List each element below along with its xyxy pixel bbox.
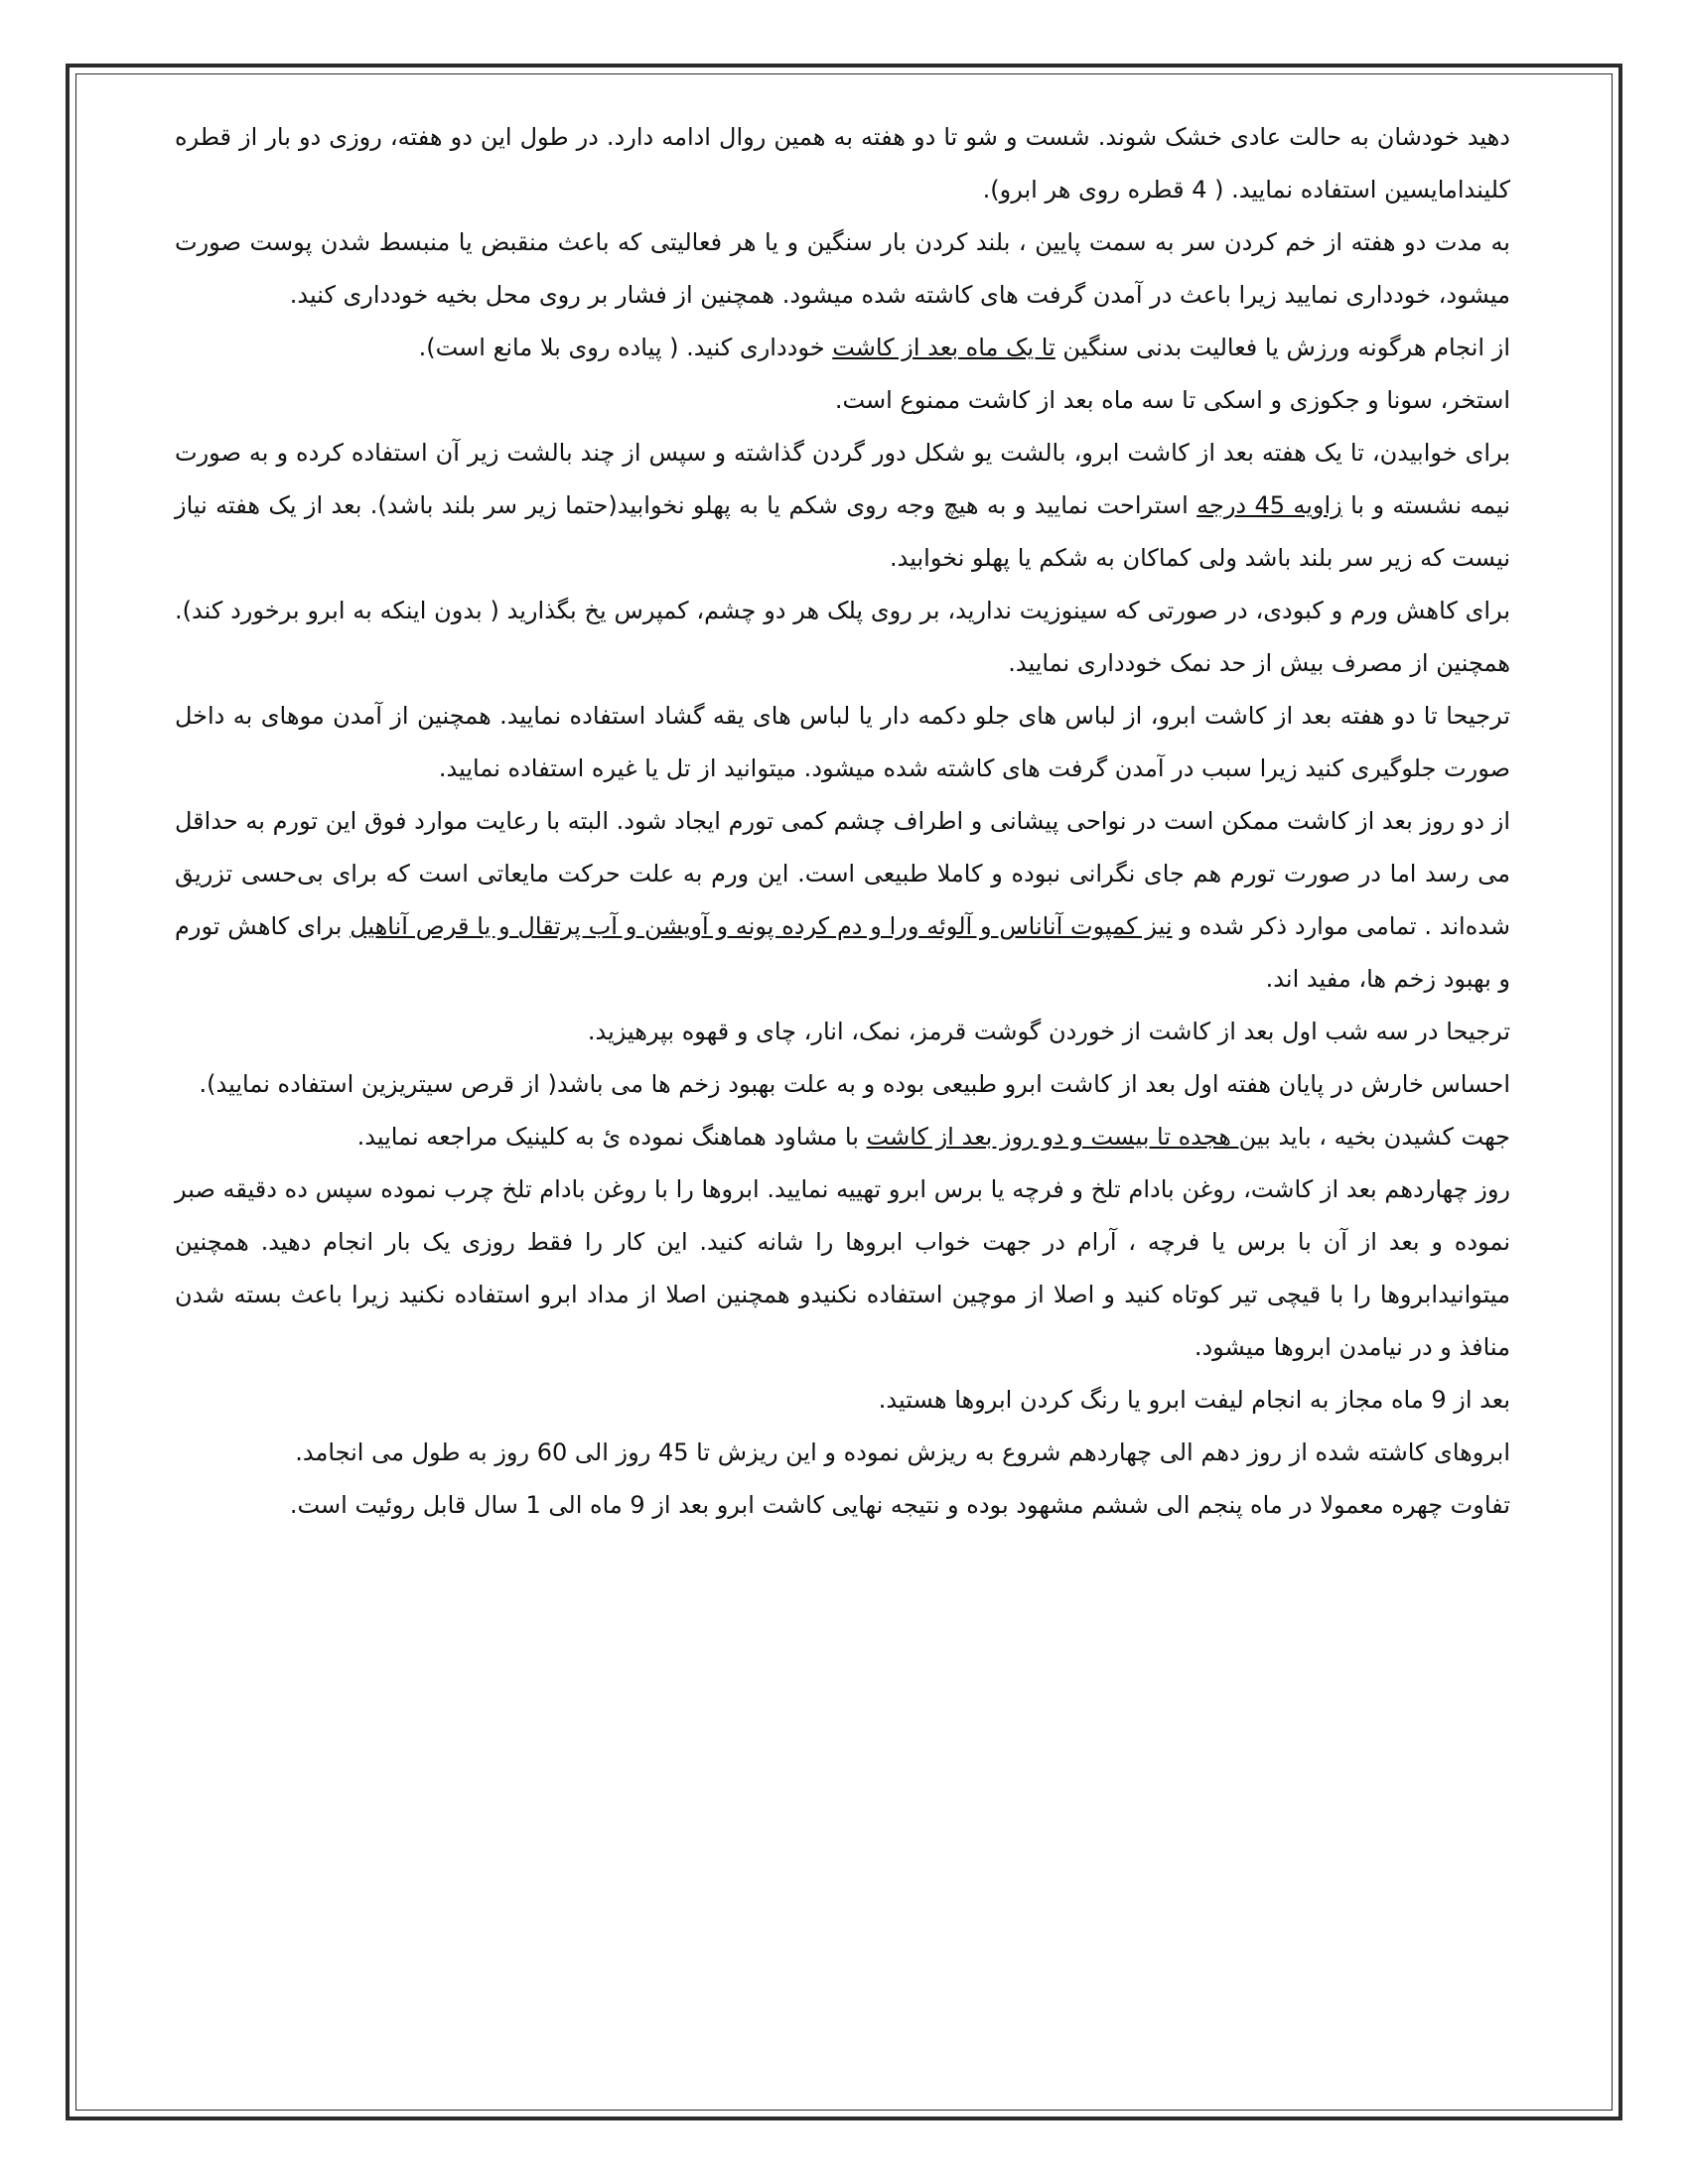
paragraph: احساس خارش در پایان هفته اول بعد از کاشت ابرو طبیعی بوده و به علت بهبود زخم ها می باشد( از قرص سیتریزین استفاده نمایید).	[199, 1070, 1510, 1098]
paragraph: استخر، سونا و جکوزی و اسکی تا سه ماه بعد از کاشت ممنوع است.	[834, 386, 1510, 414]
paragraph: ترجیحا تا دو هفته بعد از کاشت ابرو، از لباس های جلو دکمه دار یا لباس های یقه گشاد استفاده نمایید. همچنین از آمدن موهای به داخل صورت جلوگیری کنید زیرا سبب در آمدن گرفت های کاشته شده میشود. میتوانید از تل یا غیره استفاده نمایید.	[175, 702, 1510, 782]
paragraph: از انجام هرگونه ورزش یا فعالیت بدنی سنگین تا یک ماه بعد از کاشت خودداری کنید. ( پیاده روی بلا مانع است).	[418, 334, 1510, 361]
document-body	[175, 111, 1510, 1532]
paragraph: از دو روز بعد از کاشت ممکن است در نواحی پیشانی و اطراف چشم کمی تورم ایجاد شود. البته با رعایت موارد فوق این تورم به حداقل می رسد اما در صورت تورم هم جای نگرانی نبوده و کاملا طبیعی است. این ورم به علت حرکت مایعاتی است که برای بی‌حسی تزریق شده‌اند . تمامی موارد ذکر شده و نیز کمپوت آناناس و آلوئه ورا و دم کرده پونه و آویشن و آب پرتقال و یا قرص آناهیل برای کاهش تورم و بهبود زخم ها، مفید اند.	[175, 807, 1510, 993]
paragraph: ابروهای کاشته شده از روز دهم الی چهاردهم شروع به ریزش نموده و این ریزش تا 45 روز الی 60 روز به طول می انجامد.	[295, 1438, 1510, 1466]
paragraph: ترجیحا در سه شب اول بعد از کاشت از خوردن گوشت قرمز، نمک، انار، چای و قهوه بپرهیزید.	[587, 1018, 1510, 1045]
paragraph: بعد از 9 ماه مجاز به انجام لیفت ابرو یا رنگ کردن ابروها هستید.	[878, 1386, 1510, 1414]
paragraph: جهت کشیدن بخیه ، باید بین هجده تا بیست و دو روز بعد از کاشت با مشاود هماهنگ نموده ئ به کلینیک مراجعه نمایید.	[356, 1123, 1510, 1151]
paragraph: تفاوت چهره معمولا در ماه پنجم الی ششم مشهود بوده و نتیجه نهایی کاشت ابرو بعد از 9 ماه الی 1 سال قابل روئیت است.	[289, 1491, 1510, 1519]
paragraph: به مدت دو هفته از خم کردن سر به سمت پایین ، بلند کردن بار سنگین و یا هر فعالیتی که باعث منقبض یا منبسط شدن پوست صورت میشود، خودداری نمایید زیرا باعث در آمدن گرفت های کاشته شده میشود. همچنین از فشار بر روی محل بخیه خودداری کنید.	[175, 228, 1510, 309]
paragraph: دهید خودشان به حالت عادی خشک شوند. شست و شو تا دو هفته به همین روال ادامه دارد. در طول این دو هفته، روزی دو بار از قطره کلیندامایسین استفاده نمایید. ( 4 قطره روی هر ابرو).	[175, 123, 1510, 204]
paragraph: برای کاهش ورم و کبودی، در صورتی که سینوزیت ندارید، بر روی پلک هر دو چشم، کمپرس یخ بگذارید ( بدون اینکه به ابرو برخورد کند). همچنین از مصرف بیش از حد نمک خودداری نمایید.	[175, 597, 1510, 677]
paragraph: روز چهاردهم بعد از کاشت، روغن بادام تلخ و فرچه یا برس ابرو تهییه نمایید. ابروها را با روغن بادام تلخ چرب نموده سپس ده دقیقه صبر نموده و بعد از آن با برس یا فرچه ، آرام در جهت خواب ابروها را شانه کنید. این کار را فقط روزی یک بار انجام دهید. همچنین میتوانیدابروها را با قیچی تیر کوتاه کنید و اصلا از موچین استفاده نکنیدو همچنین اصلا از مداد ابرو استفاده نکنید زیرا باعث بسته شدن منافذ و در نیامدن ابروها میشود.	[175, 1175, 1510, 1361]
paragraph: برای خوابیدن، تا یک هفته بعد از کاشت ابرو، بالشت یو شکل دور گردن گذاشته و سپس از چند بالشت زیر آن استفاده کرده و به صورت نیمه نشسته و با زاویه 45 درجه استراحت نمایید و به هیچ وجه روی شکم یا به پهلو نخوابید(حتما زیر سر بلند باشد). بعد از یک هفته نیاز نیست که زیر سر بلند باشد ولی کماکان به شکم یا پهلو نخوابید.	[175, 439, 1511, 572]
